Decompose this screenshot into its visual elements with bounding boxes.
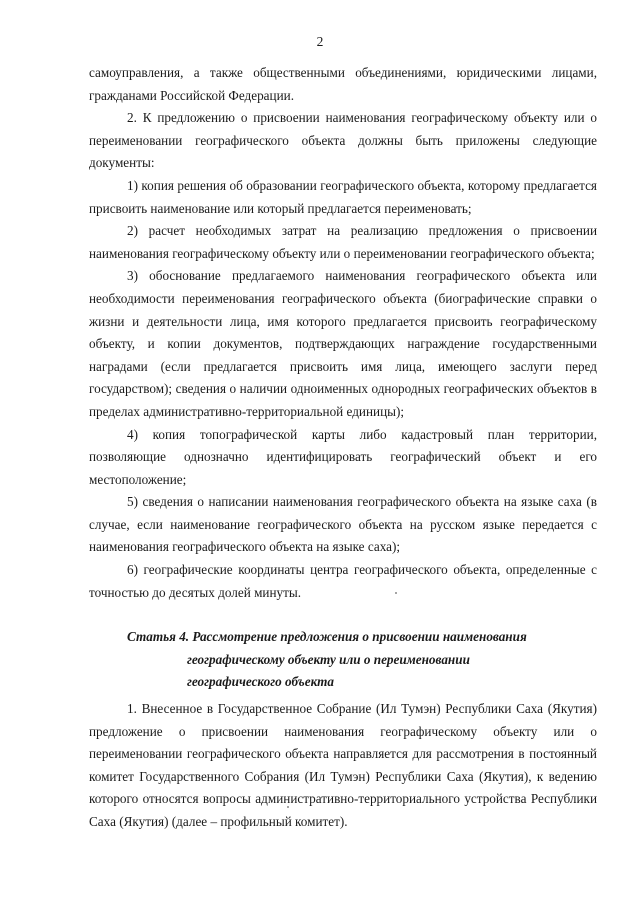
article-heading-line-2: географическому объекту или о переименовании xyxy=(187,651,470,667)
page-number: 2 xyxy=(316,34,324,49)
article-4-paragraph-1: 1. Внесенное в Государственное Собрание (Ил Тумэн) Республики Саха (Якутия) предложение о присвоении наименования географическому объекту или о переименовании географического объекта направляется для рассмотрения в постоянный комитет Государственного Собрания (Ил Тумэн) Республики Саха (Якутия), к ведению которого относятся вопросы административно-территориального устройства Республики Саха (Якутия) (далее – профильный комитет). xyxy=(89,701,597,829)
paragraph-continuation: самоуправления, а также общественными объединениями, юридическими лицами, гражданами Российской Федерации. xyxy=(89,65,597,103)
list-item-4: 4) копия топографической карты либо кадастровый план территории, позволяющие однозначно идентифицировать географический объект и его местоположение; xyxy=(89,426,597,487)
list-item-3: 3) обоснование предлагаемого наименования географического объекта или необходимости переименования географического объекта (биографические справки о жизни и деятельности лица, имя которого предлагается присвоить географическому объекту, и копии документов, подтверждающих награждение государственными наградами (если предлагается присвоить имя лица, имеющего заслуги перед государством); сведения о наличии одноименных однородных географических объектов в пределах административно-территориальной единицы); xyxy=(89,268,597,419)
list-item-1: 1) копия решения об образовании географического объекта, которому предлагается присвоить наименование или который предлагается переименовать; xyxy=(89,177,597,216)
document-body xyxy=(89,62,597,834)
article-4-heading xyxy=(89,626,597,694)
scan-speck xyxy=(395,592,397,594)
article-heading-line-1: Статья 4. Рассмотрение предложения о присвоении наименования xyxy=(127,629,527,645)
paragraph-2: 2. К предложению о присвоении наименования географическому объекту или о переименовании географического объекта должны быть приложены следующие документы: xyxy=(89,110,597,171)
list-item-5: 5) сведения о написании наименования географического объекта на языке саха (в случае, если наименование географического объекта на русском языке передается с наименования географического объекта на языке саха); xyxy=(89,494,597,555)
scan-speck xyxy=(287,806,289,808)
list-item-2: 2) расчет необходимых затрат на реализацию предложения о присвоении наименования географическому объекту или о переименовании географического объекта; xyxy=(89,223,597,261)
list-item-6: 6) географические координаты центра географического объекта, определенные с точностью до десятых долей минуты. xyxy=(89,562,597,600)
article-heading-line-3: географического объекта xyxy=(187,674,334,690)
